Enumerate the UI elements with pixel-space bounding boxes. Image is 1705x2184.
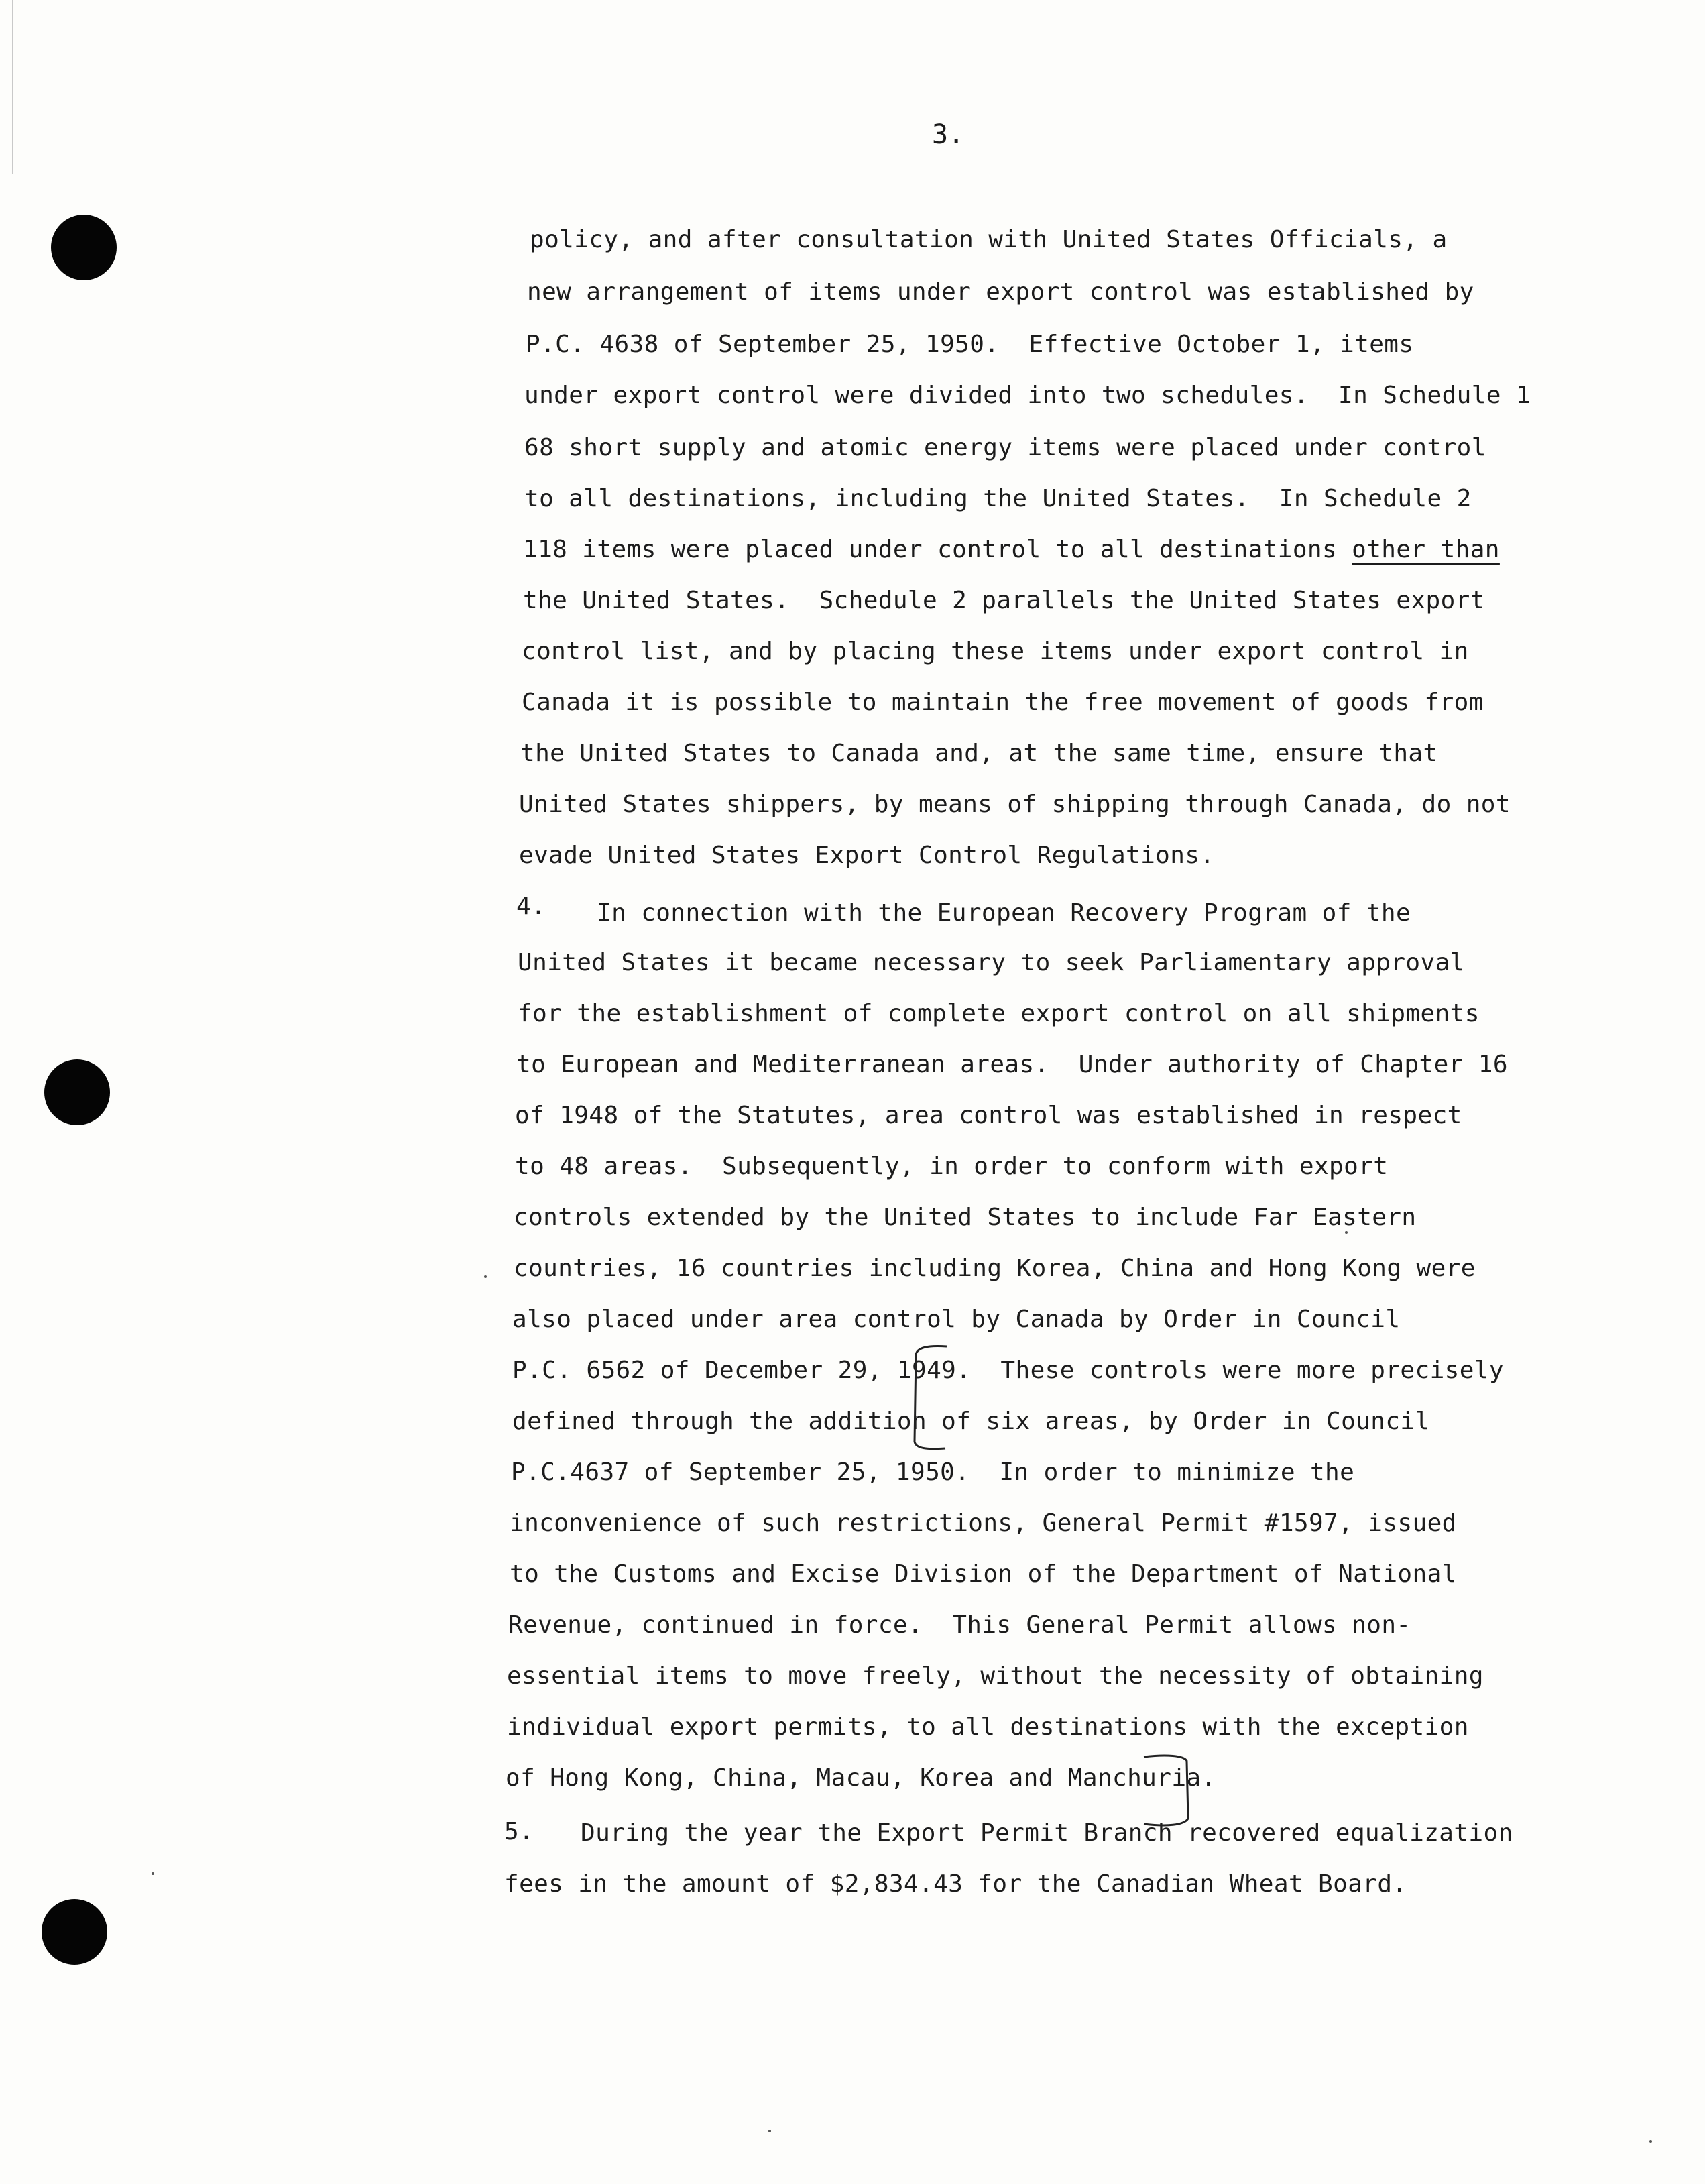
text-line: to European and Mediterranean areas. Under authority of Chapter 16 (516, 1051, 1508, 1078)
text-line: control list, and by placing these items under export control in (522, 638, 1469, 665)
scan-margin-line (12, 0, 13, 174)
text-line: individual export permits, to all destinations with the exception (507, 1713, 1469, 1741)
text-line: P.C. 4638 of September 25, 1950. Effective October 1, items (526, 331, 1414, 358)
pencil-bracket-close (1140, 1751, 1220, 1839)
text-line: the United States to Canada and, at the same time, ensure that (520, 740, 1438, 767)
text-line: to 48 areas. Subsequently, in order to conform with export (515, 1153, 1389, 1180)
text-line: During the year the Export Permit Branch recovered equalization (581, 1819, 1513, 1847)
text-line: Canada it is possible to maintain the free movement of goods from (522, 689, 1484, 716)
text-line: defined through the addition of six areas, by Order in Council (512, 1407, 1430, 1435)
text-line: evade United States Export Control Regulations. (519, 842, 1215, 869)
text-line: P.C. 6562 of December 29, 1949. These controls were more precisely (512, 1357, 1504, 1384)
scan-speck (1649, 2140, 1652, 2143)
paragraph-number: 5. (504, 1818, 534, 1845)
text-line: fees in the amount of $2,834.43 for the Canadian Wheat Board. (504, 1870, 1407, 1898)
scan-speck (1345, 1231, 1348, 1234)
paragraph-number: 4. (516, 893, 546, 920)
text-line: United States shippers, by means of shipping through Canada, do not (519, 791, 1511, 818)
punch-hole-middle (44, 1059, 110, 1125)
text-line: essential items to move freely, without the necessity of obtaining (507, 1662, 1484, 1690)
text-line: for the establishment of complete export control on all shipments (518, 1000, 1480, 1027)
page-number: 3. (932, 119, 965, 150)
text-line: policy, and after consultation with United States Officials, a (530, 226, 1448, 253)
text-line: 68 short supply and atomic energy items were placed under control (524, 434, 1486, 461)
underlined-phrase: other than (1352, 536, 1500, 563)
text-line: to all destinations, including the United States. In Schedule 2 (524, 485, 1472, 512)
scan-speck (768, 2130, 771, 2132)
text-line: under export control were divided into two schedules. In Schedule 1 (524, 382, 1531, 409)
text-line: of Hong Kong, China, Macau, Korea and Manchuria. (506, 1764, 1216, 1792)
text-line: In connection with the European Recovery Program of the (597, 899, 1411, 927)
text-line (523, 535, 1500, 565)
pencil-bracket-open (906, 1341, 953, 1455)
punch-hole-bottom (42, 1899, 107, 1965)
scan-speck (152, 1872, 154, 1875)
text-line: of 1948 of the Statutes, area control was established in respect (515, 1102, 1462, 1129)
text-segment: 118 items were placed under control to all destinations (523, 536, 1352, 563)
text-line: controls extended by the United States to include Far Eastern (514, 1204, 1417, 1231)
text-line: the United States. Schedule 2 parallels the United States export (523, 587, 1485, 614)
text-line: United States it became necessary to seek Parliamentary approval (518, 949, 1465, 976)
text-line: P.C.4637 of September 25, 1950. In order to minimize the (511, 1458, 1355, 1486)
punch-hole-top (51, 215, 117, 280)
text-line: to the Customs and Excise Division of the Department of National (510, 1560, 1457, 1588)
text-line: also placed under area control by Canada by Order in Council (512, 1306, 1401, 1333)
text-line: new arrangement of items under export control was established by (527, 278, 1474, 306)
text-line: countries, 16 countries including Korea, China and Hong Kong were (514, 1255, 1476, 1282)
text-line: inconvenience of such restrictions, General Permit #1597, issued (510, 1509, 1457, 1537)
text-line: Revenue, continued in force. This General Permit allows non- (508, 1611, 1411, 1639)
scan-speck (484, 1275, 487, 1278)
